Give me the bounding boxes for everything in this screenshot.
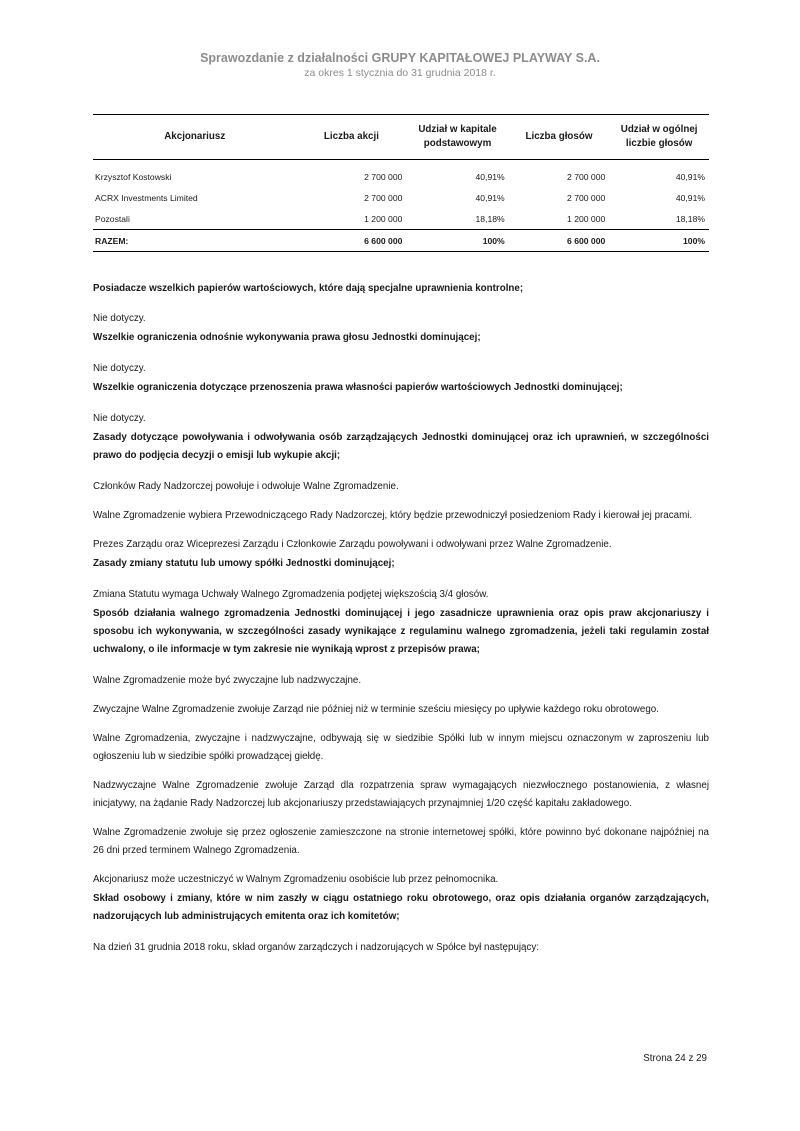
votes-share: 40,91% [675, 192, 705, 203]
total-votes: 6 600 000 [509, 230, 610, 252]
votes-count: 2 700 000 [567, 192, 606, 203]
column-header-shareholder: Akcjonariusz [93, 115, 296, 160]
votes-share: 40,91% [675, 171, 705, 182]
total-shares: 6 600 000 [296, 230, 406, 252]
column-header-votes: Liczba głosów [509, 115, 610, 160]
table-row [93, 208, 709, 230]
paragraph: Walne Zgromadzenie może być zwyczajne lub nadzwyczajne. [93, 675, 362, 686]
shareholder-name: Krzysztof Kostowski [95, 171, 172, 182]
section-heading: Zasady zmiany statutu lub umowy spółki Jednostki dominującej; [93, 558, 395, 569]
capital-share: 40,91% [475, 171, 505, 182]
column-header-votes-share: Udział w ogólnej liczbie głosów [609, 115, 709, 160]
votes-count: 1 200 000 [567, 213, 606, 224]
report-title: Sprawozdanie z działalności GRUPY KAPITAŁOWEJ PLAYWAY S.A. [200, 51, 600, 65]
total-capital-share: 100% [406, 230, 508, 252]
table-row [93, 166, 709, 187]
paragraph: Nadzwyczajne Walne Zgromadzenie zwołuje Zarząd dla rozpatrzenia spraw wymagających niezwłocznego postanowienia, z własnej inicjatywy, na żądanie Rady Nadzorczej lub akcjonariuszy przedstawiających przynajmniej 1/20 część kapitału zakładowego. [93, 780, 709, 809]
shareholder-name: Pozostali [95, 213, 130, 224]
paragraph: Akcjonariusz może uczestniczyć w Walnym Zgromadzeniu osobiście lub przez pełnomocnika. [93, 874, 499, 885]
votes-count: 2 700 000 [567, 171, 606, 182]
shares-count: 1 200 000 [364, 213, 403, 224]
paragraph: Nie dotyczy. [93, 413, 146, 424]
paragraph: Na dzień 31 grudnia 2018 roku, skład organów zarządczych i nadzorujących w Spółce był następujący: [93, 942, 540, 953]
paragraph: Nie dotyczy. [93, 313, 146, 324]
table-row [93, 187, 709, 208]
shares-count: 2 700 000 [364, 192, 403, 203]
paragraph: Walne Zgromadzenie wybiera Przewodniczącego Rady Nadzorczej, który będzie przewodniczył posiedzeniom Rady i kierował jej pracami. [93, 510, 693, 521]
page-header [0, 51, 800, 80]
paragraph: Zmiana Statutu wymaga Uchwały Walnego Zgromadzenia podjętej większością 3/4 głosów. [93, 589, 489, 600]
total-votes-share: 100% [609, 230, 709, 252]
paragraph: Prezes Zarządu oraz Wiceprezesi Zarządu i Członkowie Zarządu powoływani i odwoływani przez Walne Zgromadzenie. [93, 539, 612, 550]
section-heading: Sposób działania walnego zgromadzenia Jednostki dominującej i jego zasadnicze uprawnienia oraz opis praw akcjonariuszy i sposobu ich wykonywania, w szczególności zasady wynikające z regulaminu walnego zgromadzenia, jeżeli taki regulamin został uchwalony, o ile informacje w tym zakresie nie wynikają wprost z przepisów prawa; [93, 608, 709, 655]
report-period: za okres 1 stycznia do 31 grudnia 2018 r. [304, 67, 496, 79]
paragraph: Walne Zgromadzenie zwołuje się przez ogłoszenie zamieszczone na stronie internetowej spółki, które powinno być dokonane najpóźniej na 26 dni przed terminem Walnego Zgromadzenia. [93, 827, 709, 856]
section-heading: Skład osobowy i zmiany, które w nim zaszły w ciągu ostatniego roku obrotowego, oraz opis działania organów zarządzających, nadzorujących lub administrujących emitenta oraz ich komitetów; [93, 893, 709, 922]
section-heading: Wszelkie ograniczenia dotyczące przenoszenia prawa własności papierów wartościowych Jednostki dominującej; [93, 382, 623, 393]
votes-share: 18,18% [675, 213, 705, 224]
table-total-row [93, 230, 709, 252]
capital-share: 18,18% [475, 213, 505, 224]
page-content [93, 114, 709, 957]
total-label: RAZEM: [93, 230, 296, 252]
table-header-row [93, 115, 709, 160]
paragraph: Nie dotyczy. [93, 363, 146, 374]
paragraph: Członków Rady Nadzorczej powołuje i odwołuje Walne Zgromadzenie. [93, 481, 399, 492]
shares-count: 2 700 000 [364, 171, 403, 182]
column-header-shares: Liczba akcji [296, 115, 406, 160]
section-heading: Zasady dotyczące powoływania i odwoływania osób zarządzających Jednostki dominującej oraz ich uprawnień, w szczególności prawo do podjęcia decyzji o emisji lub wykupie akcji; [93, 432, 709, 461]
shareholder-name: ACRX Investments Limited [95, 192, 198, 203]
shareholders-table [93, 114, 709, 252]
paragraph: Zwyczajne Walne Zgromadzenie zwołuje Zarząd nie później niż w terminie sześciu miesięcy po upływie każdego roku obrotowego. [93, 704, 659, 715]
paragraph: Walne Zgromadzenia, zwyczajne i nadzwyczajne, odbywają się w siedzibie Spółki lub w innym miejscu oznaczonym w zaproszeniu lub ogłoszeniu lub w siedzibie spółki prowadzącej giełdę. [93, 733, 709, 762]
column-header-capital-share: Udział w kapitale podstawowym [406, 115, 508, 160]
capital-share: 40,91% [475, 192, 505, 203]
section-heading: Posiadacze wszelkich papierów wartościowych, które dają specjalne uprawnienia kontrolne; [93, 283, 524, 294]
section-heading: Wszelkie ograniczenia odnośnie wykonywania prawa głosu Jednostki dominującej; [93, 332, 481, 343]
page-number: Strona 24 z 29 [643, 1053, 707, 1064]
